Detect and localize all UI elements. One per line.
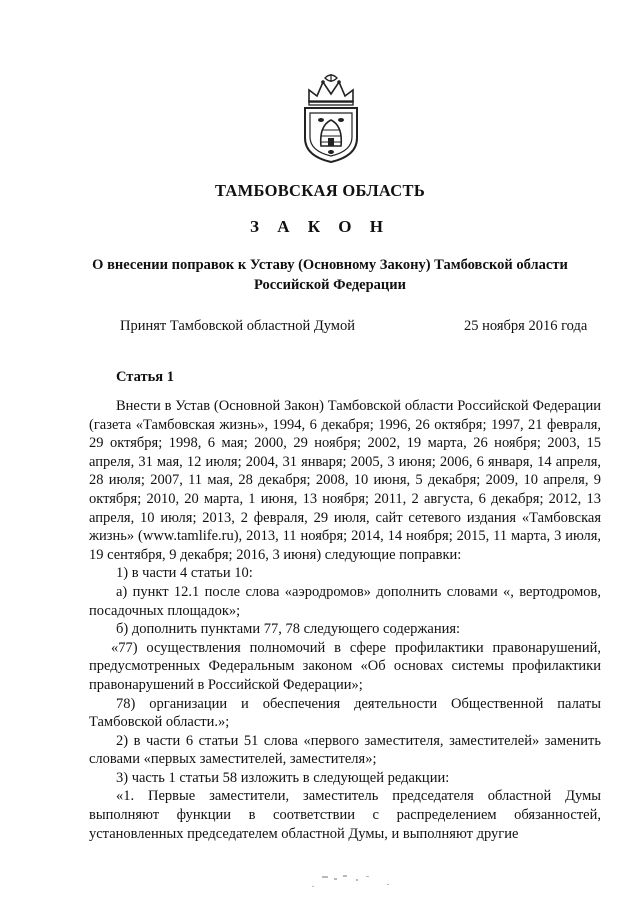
adoption-date: 25 ноября 2016 года: [464, 318, 588, 334]
paragraph: 78) организации и обеспечения деятельности Общественной палаты Тамбовской области.»;: [89, 695, 601, 731]
coat-of-arms-emblem: [295, 72, 367, 164]
paragraph: б) дополнить пунктами 77, 78 следующего содержания:: [116, 621, 461, 638]
paragraph: 1) в части 4 статьи 10:: [116, 565, 253, 582]
paragraph: «77) осуществления полномочий в сфере профилактики правонарушений, предусмотренных Федеральным законом «Об основах системы профилактики правонарушений в Российской Федерации»;: [89, 639, 601, 693]
adopted-by: Принят Тамбовской областной Думой: [120, 318, 355, 334]
paragraph: 2) в части 6 статьи 51 слова «первого заместителя, заместителей» заменить словами «первых заместителей, заместителя»;: [89, 732, 601, 768]
law-title-line-2: Российской Федерации: [253, 277, 406, 293]
law-title-line-1: О внесении поправок к Уставу (Основному Закону) Тамбовской области: [92, 257, 568, 273]
document-type: З А К О Н: [249, 217, 391, 236]
law-title: [60, 255, 600, 295]
paragraph: а) пункт 12.1 после слова «аэродромов» дополнить словами «, вертодромов, посадочных площадок»;: [89, 583, 601, 619]
article-heading: Статья 1: [116, 369, 174, 385]
region-name: ТАМБОВСКАЯ ОБЛАСТЬ: [214, 181, 426, 200]
paragraph: 3) часть 1 статьи 58 изложить в следующей редакции:: [116, 769, 450, 786]
paragraph: «1. Первые заместители, заместитель председателя областной Думы выполняют функции в соответствии с распределением обязанностей, установленных председателем областной Думы, и выполняют другие: [89, 788, 601, 842]
paragraph: Внести в Устав (Основной Закон) Тамбовской области Российской Федерации (газета «Тамбовская жизнь», 1994, 6 декабря; 1996, 26 октября; 1997, 21 февраля, 29 октября; 1998, 6 мая; 2000, 29 ноября; 2002, 19 марта, 26 ноября; 2003, 15 апреля, 31 мая, 12 июля; 2004, 31 января; 2005, 3 июня; 2006, 6 января, 14 апреля, 28 июля; 2007, 11 мая, 28 декабря; 2008, 10 июня, 5 декабря; 2009, 10 апреля, 9 октября; 2010, 20 марта, 1 июня, 13 ноября; 2011, 2 августа, 6 декабря; 2012, 13 апреля, 10 июля; 2013, 2 февраля, 29 июля, сайт сетевого издания «Тамбовская жизнь» (www.tamlife.ru), 2013, 11 ноября; 2014, 14 ноября; 2015, 11 марта, 3 июля, 19 сентября, 9 декабря; 2016, 3 июня) следующие поправки:: [89, 398, 601, 563]
article-body: [89, 397, 601, 843]
